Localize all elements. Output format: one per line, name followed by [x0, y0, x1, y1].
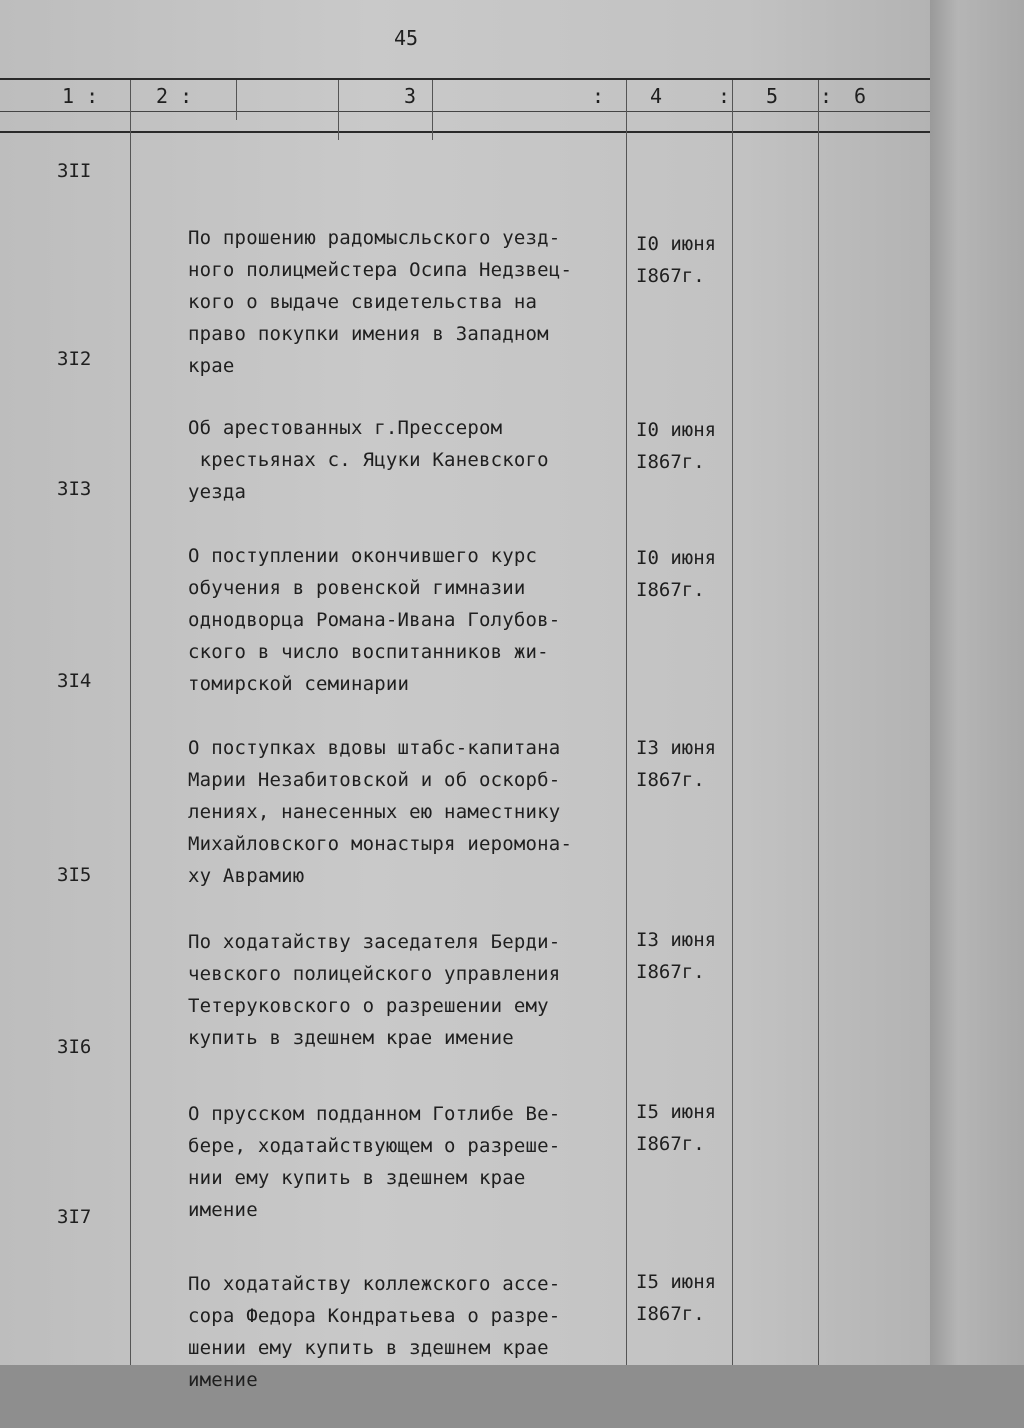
- record-description: По ходатайству коллежского ассе- сора Федора Кондратьева о разре- шении ему купить в здешнем крае имение: [188, 1273, 561, 1391]
- record-number: 3I7: [57, 1206, 92, 1228]
- record-date: I0 июня I867г.: [636, 547, 717, 601]
- column-divider: [338, 80, 339, 140]
- record-number: 3I2: [57, 348, 92, 370]
- page-number: 45: [394, 26, 419, 50]
- record-number: 3I4: [57, 670, 92, 692]
- column-header-6: 6: [854, 84, 867, 108]
- column-separator: :: [820, 84, 833, 108]
- record-description: О поступках вдовы штабс-капитана Марии Незабитовской и об оскорб- лениях, нанесенных ею наместнику Михайловского монастыря иеромона- ху Аврамию: [188, 737, 573, 887]
- header-rule-bottom: [0, 131, 930, 133]
- header-rule-middle: [0, 111, 930, 112]
- record-number: 3II: [57, 160, 92, 182]
- record-description: Об арестованных г.Прессером крестьянах с. Яцуки Каневского уезда: [188, 417, 549, 503]
- record-date: I0 июня I867г.: [636, 419, 717, 473]
- record-description: О прусском подданном Готлибе Ве- бере, ходатайствующем о разреше- нии ему купить в здешнем крае имение: [188, 1103, 561, 1221]
- column-divider: [236, 80, 237, 120]
- header-rule-top: [0, 78, 930, 80]
- record-description: По прошению радомысльского уезд- ного полицмейстера Осипа Недзвец- кого о выдаче свидетельства на право покупки имения в Западном крае: [188, 227, 573, 377]
- record-date: I5 июня I867г.: [636, 1271, 717, 1325]
- column-separator: :: [592, 84, 605, 108]
- column-header-4: 4: [650, 84, 663, 108]
- record-description: По ходатайству заседателя Берди- чевского полицейского управления Тетеруковского о разрешении ему купить в здешнем крае имение: [188, 931, 561, 1049]
- column-header-5: 5: [766, 84, 779, 108]
- record-date: I3 июня I867г.: [636, 737, 717, 791]
- column-separator: :: [718, 84, 731, 108]
- column-header-3: 3: [404, 84, 417, 108]
- column-header-2: 2 :: [156, 84, 193, 108]
- column-divider: [732, 80, 733, 1365]
- record-description: О поступлении окончившего курс обучения в ровенской гимназии однодворца Романа-Ивана Голубов- ского в число воспитанников жи- томирской семинарии: [188, 545, 561, 695]
- column-divider: [130, 80, 131, 1365]
- record-number: 3I5: [57, 864, 92, 886]
- column-divider: [818, 80, 819, 1365]
- page-edge: [930, 0, 1024, 1365]
- column-divider: [432, 80, 433, 140]
- record-date: I3 июня I867г.: [636, 929, 717, 983]
- record-number: 3I3: [57, 478, 92, 500]
- column-header-1: 1 :: [62, 84, 99, 108]
- record-date: I5 июня I867г.: [636, 1101, 717, 1155]
- record-number: 3I6: [57, 1036, 92, 1058]
- record-date: I0 июня I867г.: [636, 233, 717, 287]
